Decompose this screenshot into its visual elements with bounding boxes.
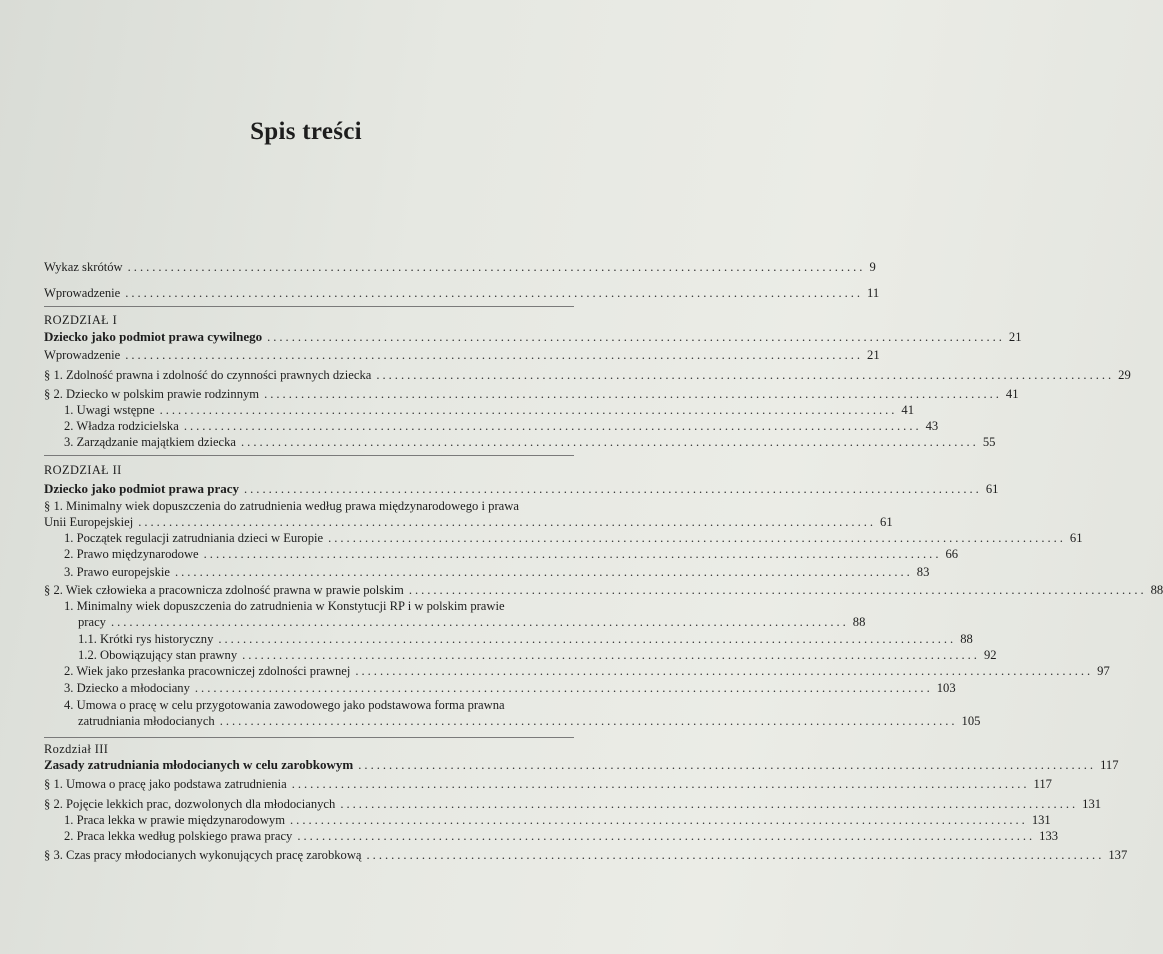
leader-dots: ........................................................................................................................	[203, 547, 942, 561]
toc-entry[interactable]	[44, 366, 1131, 384]
toc-entry-introduction[interactable]	[44, 284, 880, 302]
entry-text: § 2. Wiek człowieka a pracownicza zdolność prawna w prawie polskim	[44, 583, 404, 597]
entry-text: zatrudniania młodocianych	[78, 714, 215, 728]
leader-dots: ........................................................................................................................	[110, 615, 849, 629]
entry-page: 61	[880, 515, 893, 529]
entry-text: 2. Prawo międzynarodowe	[64, 547, 199, 561]
leader-dots: ........................................................................................................................	[244, 482, 982, 496]
entry-page: 105	[961, 714, 981, 728]
entry-text: 2. Wiek jako przesłanka pracowniczej zdolności prawnej	[64, 664, 351, 678]
leader-dots: ........................................................................................................................	[194, 681, 933, 695]
entry-text: pracy	[78, 615, 106, 629]
chapter-heading[interactable]	[44, 328, 1022, 346]
entry-page: 131	[1031, 813, 1051, 827]
divider	[44, 306, 574, 307]
entry-text: 3. Zarządzanie majątkiem dziecka	[64, 435, 237, 449]
leader-dots: ........................................................................................................................	[183, 419, 922, 433]
entry-page: 41	[901, 403, 914, 417]
entry-page: 21	[1008, 330, 1022, 344]
entry-text: § 1. Zdolność prawna i zdolność do czynności prawnych dziecka	[44, 368, 372, 382]
entry-page: 61	[1069, 531, 1083, 545]
toc-entry[interactable]	[64, 827, 1059, 845]
leader-dots: ........................................................................................................................	[125, 286, 864, 300]
entry-text: § 3. Czas pracy młodocianych wykonujących pracę zarobkową	[44, 848, 362, 862]
leader-dots: ........................................................................................................................	[376, 368, 1115, 382]
entry-page: 103	[936, 681, 956, 695]
toc-entry[interactable]	[64, 662, 1110, 680]
entry-page: 133	[1039, 829, 1059, 843]
leader-dots: ........................................................................................................................	[219, 714, 958, 728]
entry-page: 88	[852, 615, 866, 629]
chapter-heading[interactable]	[44, 480, 999, 498]
toc-entry[interactable]	[44, 846, 1128, 864]
entry-page: 137	[1108, 848, 1128, 862]
toc-entry[interactable]	[64, 563, 930, 581]
entry-text: Dziecko jako podmiot prawa cywilnego	[44, 329, 263, 344]
leader-dots: ........................................................................................................................	[297, 829, 1036, 843]
leader-dots: ........................................................................................................................	[408, 583, 1147, 597]
leader-dots: ........................................................................................................................	[290, 813, 1028, 827]
leader-dots: ........................................................................................................................	[242, 648, 980, 662]
entry-text: 2. Władza rodzicielska	[64, 419, 179, 433]
entry-page: 41	[1005, 387, 1019, 401]
toc-entry[interactable]	[64, 545, 959, 563]
leader-dots: ........................................................................................................................	[355, 664, 1094, 678]
entry-text: 1. Praca lekka w prawie międzynarodowym	[64, 813, 286, 827]
entry-text: 1.2. Obowiązujący stan prawny	[78, 648, 238, 662]
entry-page: 11	[867, 286, 880, 300]
leader-dots: ........................................................................................................................	[291, 777, 1030, 791]
entry-text: § 1. Umowa o pracę jako podstawa zatrudnienia	[44, 777, 287, 791]
entry-page: 9	[869, 260, 876, 274]
entry-page: 117	[1100, 758, 1119, 772]
entry-page: 61	[985, 482, 999, 496]
entry-text: Dziecko jako podmiot prawa pracy	[44, 481, 239, 496]
leader-dots: ........................................................................................................................	[366, 848, 1105, 862]
leader-dots: ........................................................................................................................	[125, 348, 864, 362]
page-title: Spis treści	[250, 118, 362, 145]
divider	[44, 737, 574, 738]
toc-entry[interactable]	[64, 433, 996, 451]
divider	[44, 455, 574, 456]
leader-dots: ........................................................................................................................	[340, 797, 1079, 811]
toc-entry[interactable]	[44, 346, 880, 364]
entry-text: 1.1. Krótki rys historyczny	[78, 632, 214, 646]
entry-text: 3. Prawo europejskie	[64, 565, 170, 579]
leader-dots: ........................................................................................................................	[138, 515, 877, 529]
chapter-label: ROZDZIAŁ I	[44, 313, 118, 327]
entry-text: § 2. Pojęcie lekkich prac, dozwolonych dla młodocianych	[44, 797, 336, 811]
toc-entry-abbreviations[interactable]	[44, 258, 876, 276]
toc-entry[interactable]	[44, 775, 1052, 793]
entry-text: Wprowadzenie	[44, 286, 121, 300]
toc-entry[interactable]	[78, 712, 981, 730]
entry-page: 88	[1150, 583, 1163, 597]
leader-dots: ........................................................................................................................	[241, 435, 979, 449]
entry-page: 88	[960, 632, 973, 646]
entry-text: § 2. Dziecko w polskim prawie rodzinnym	[44, 387, 260, 401]
entry-text: 1. Uwagi wstępne	[64, 403, 155, 417]
toc-entry[interactable]	[78, 613, 866, 631]
leader-dots: ........................................................................................................................	[127, 260, 866, 274]
entry-page: 29	[1118, 368, 1131, 382]
leader-dots: ........................................................................................................................	[358, 758, 1097, 772]
leader-dots: ........................................................................................................................	[267, 330, 1005, 344]
chapter-heading[interactable]	[44, 756, 1119, 774]
leader-dots: ........................................................................................................................	[328, 531, 1066, 545]
leader-dots: ........................................................................................................................	[264, 387, 1002, 401]
toc-entry-line[interactable]: 1. Minimalny wiek dopuszczenia do zatrudnienia w Konstytucji RP i w polskim prawie	[64, 599, 505, 613]
entry-text: 2. Praca lekka według polskiego prawa pracy	[64, 829, 293, 843]
entry-page: 92	[983, 648, 997, 662]
entry-text: Unii Europejskiej	[44, 515, 134, 529]
toc-entry-line[interactable]: 4. Umowa o pracę w celu przygotowania zawodowego jako podstawowa forma prawna	[64, 698, 505, 712]
leader-dots: ........................................................................................................................	[218, 632, 957, 646]
entry-page: 117	[1033, 777, 1052, 791]
toc-entry[interactable]	[64, 679, 956, 697]
leader-dots: ........................................................................................................................	[159, 403, 898, 417]
entry-page: 55	[982, 435, 996, 449]
entry-text: 1. Początek regulacji zatrudniania dzieci w Europie	[64, 531, 324, 545]
entry-text: Zasady zatrudniania młodocianych w celu zarobkowym	[44, 757, 354, 772]
entry-page: 21	[867, 348, 880, 362]
chapter-label: ROZDZIAŁ II	[44, 463, 122, 477]
chapter-label: Rozdział III	[44, 742, 109, 756]
leader-dots: ........................................................................................................................	[174, 565, 913, 579]
entry-page: 66	[945, 547, 959, 561]
entry-text: Wprowadzenie	[44, 348, 121, 362]
toc-entry-line[interactable]: § 1. Minimalny wiek dopuszczenia do zatrudnienia według prawa międzynarodowego i prawa	[44, 499, 519, 513]
entry-page: 97	[1097, 664, 1110, 678]
entry-page: 131	[1082, 797, 1102, 811]
entry-text: Wykaz skrótów	[44, 260, 123, 274]
entry-page: 43	[925, 419, 939, 433]
entry-text: 3. Dziecko a młodociany	[64, 681, 190, 695]
entry-page: 83	[916, 565, 930, 579]
